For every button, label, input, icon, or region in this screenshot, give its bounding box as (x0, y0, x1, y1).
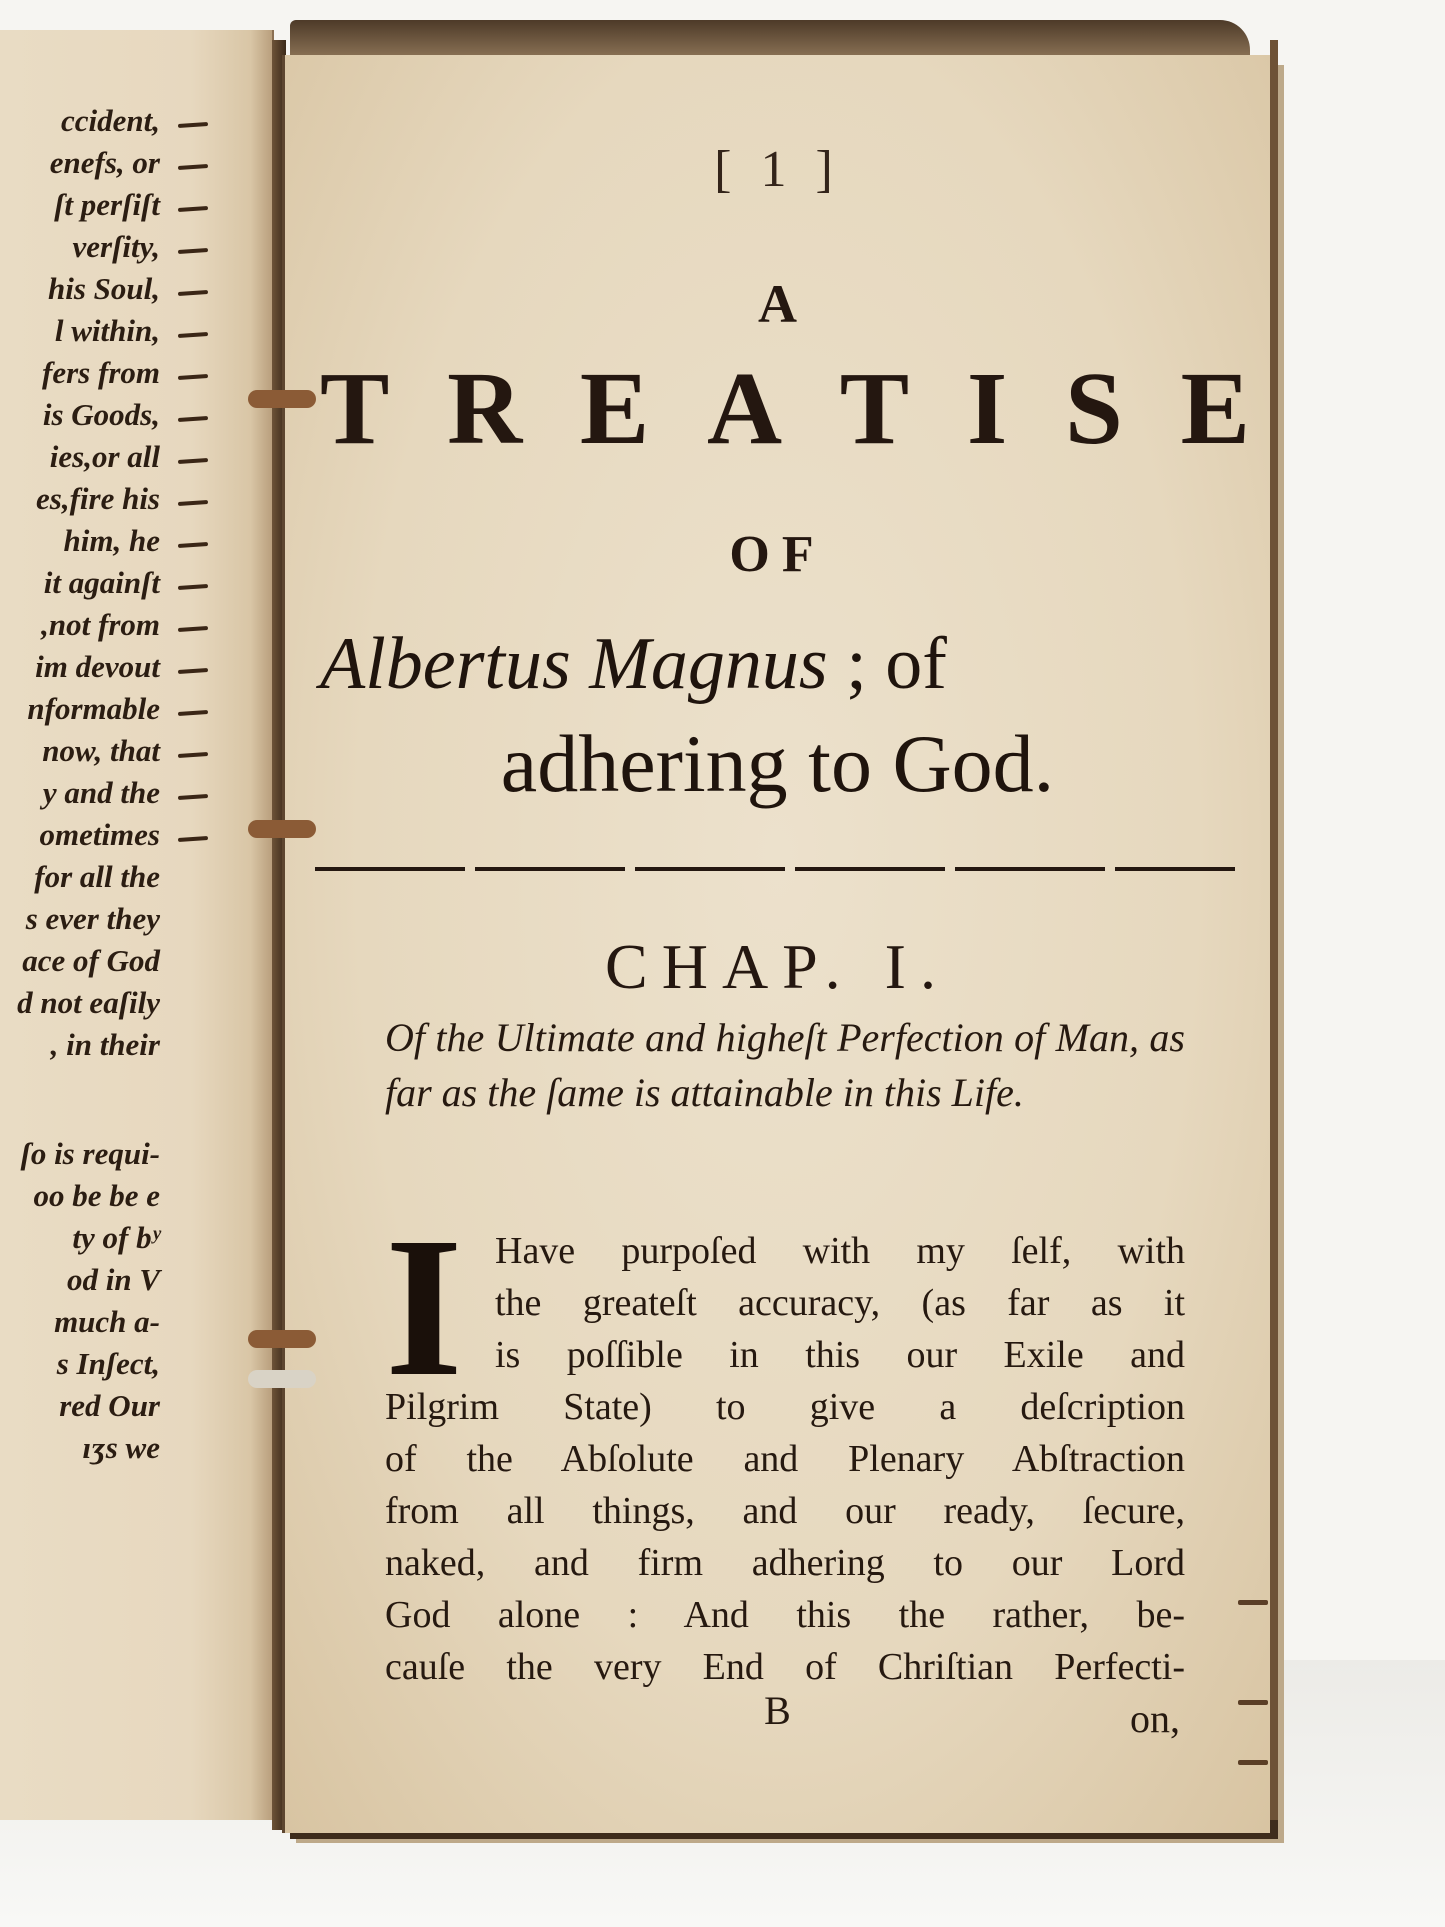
left-page-line: ſo is requi- (20, 1136, 160, 1171)
binding-stitch (248, 1370, 316, 1388)
left-page-line: , in their (50, 1027, 160, 1062)
margin-mark (178, 836, 208, 842)
left-page-line: red Our (59, 1388, 160, 1423)
catchword: on, (1130, 1696, 1180, 1741)
page-number: [ 1 ] (714, 141, 841, 198)
left-page-line: his Soul, (47, 271, 160, 306)
margin-mark (178, 290, 208, 296)
body-line: Have purpoſed with my ſelf, with (495, 1230, 1185, 1272)
left-page-line: d not eaſily (17, 985, 160, 1020)
body-text (385, 1197, 1185, 1693)
margin-mark (178, 500, 208, 506)
left-page-line: now, that (42, 733, 160, 768)
title-rule (315, 867, 1235, 871)
body-line: God alone : And this the rather, be- (385, 1594, 1185, 1636)
author-name: Albertus Magnus (320, 623, 828, 705)
body-line: of the Abſolute and Plenary Abſtraction (385, 1438, 1185, 1480)
margin-mark (178, 668, 208, 674)
chapter-subtitle: Of the Ultimate and higheſt Perfection of Man, as far as the ſame is attainable in this Life. (385, 1015, 1185, 1115)
title-letter: R (447, 351, 523, 466)
left-page-line: verſity, (72, 229, 160, 264)
left-page-line: enefs, or (49, 145, 160, 180)
left-page-line: l within, (54, 313, 160, 348)
binding-stitch (248, 820, 316, 838)
left-page-line: ace of God (22, 943, 160, 978)
page-top-edge (290, 20, 1250, 60)
title-letter: T (320, 351, 390, 466)
author-suffix: ; of (846, 623, 947, 705)
binding-stitch (248, 1330, 316, 1348)
left-page-line: ıʒs we (82, 1430, 160, 1465)
left-page-line: ccident, (61, 103, 160, 138)
margin-mark (178, 206, 208, 212)
left-page-line: ometimes (39, 817, 160, 852)
body-line: naked, and firm adhering to our Lord (385, 1542, 1185, 1584)
margin-mark (178, 710, 208, 716)
margin-mark (178, 542, 208, 548)
body-line: is poſſible in this our Exile and (495, 1334, 1185, 1376)
title-subject: adhering to God. (500, 718, 1055, 809)
margin-mark (178, 122, 208, 128)
left-page-line: ,not from (41, 607, 160, 642)
left-page-line: is Goods, (42, 397, 160, 432)
body-line: from all things, and our ready, ſecure, (385, 1490, 1185, 1532)
body-line: cauſe the very End of Chriſtian Perfecti- (385, 1646, 1185, 1688)
left-page-line: nformable (27, 691, 160, 726)
right-page (282, 55, 1270, 1833)
left-page-line: es,fire his (36, 481, 160, 516)
margin-mark (178, 794, 208, 800)
left-page-line: od in V (66, 1262, 160, 1297)
left-page-line: s Inʃect, (56, 1346, 160, 1381)
margin-mark (178, 164, 208, 170)
left-page-line: him, he (63, 523, 160, 558)
left-page-line: s ever they (25, 901, 160, 936)
margin-mark (178, 752, 208, 758)
margin-mark (178, 332, 208, 338)
left-page-line: fers from (42, 355, 160, 390)
edge-mark (1238, 1600, 1268, 1605)
drop-cap: I (385, 1197, 463, 1418)
title-letter: T (839, 351, 910, 466)
left-page-line: oo be be e (33, 1178, 160, 1213)
left-page-line: for all the (34, 859, 160, 894)
signature-mark: B (764, 1688, 791, 1733)
margin-mark (178, 626, 208, 632)
left-page (0, 30, 274, 1820)
edge-mark (1238, 1700, 1268, 1705)
title-of: OF (729, 526, 826, 583)
binding-stitch (248, 390, 316, 408)
margin-mark (178, 248, 208, 254)
left-page-line: ty of bʸ (72, 1220, 160, 1255)
title-letter: S (1065, 351, 1123, 466)
left-page-line: ies,or all (49, 439, 160, 474)
left-page-line: im devout (35, 649, 160, 684)
left-page-line: much a- (54, 1304, 160, 1339)
left-page-line: it againſt (43, 565, 160, 600)
margin-mark (178, 374, 208, 380)
chapter-heading: CHAP. I. (605, 931, 950, 1002)
body-line: the greateſt accuracy, (as far as it (495, 1282, 1185, 1324)
book-edge (1270, 40, 1278, 1820)
title-letter: E (579, 351, 650, 466)
title-letter: I (966, 351, 1008, 466)
title-article: A (758, 274, 797, 334)
title-treatise (320, 351, 1250, 466)
margin-mark (178, 584, 208, 590)
margin-mark (178, 458, 208, 464)
title-letter: A (706, 351, 783, 466)
margin-mark (178, 416, 208, 422)
body-line: Pilgrim State) to give a deſcription (385, 1386, 1185, 1428)
title-author (320, 623, 1240, 705)
title-letter: E (1180, 351, 1250, 466)
left-page-line: y and the (42, 775, 160, 810)
left-page-line: ſt perſiſt (54, 187, 160, 222)
edge-mark (1238, 1760, 1268, 1765)
